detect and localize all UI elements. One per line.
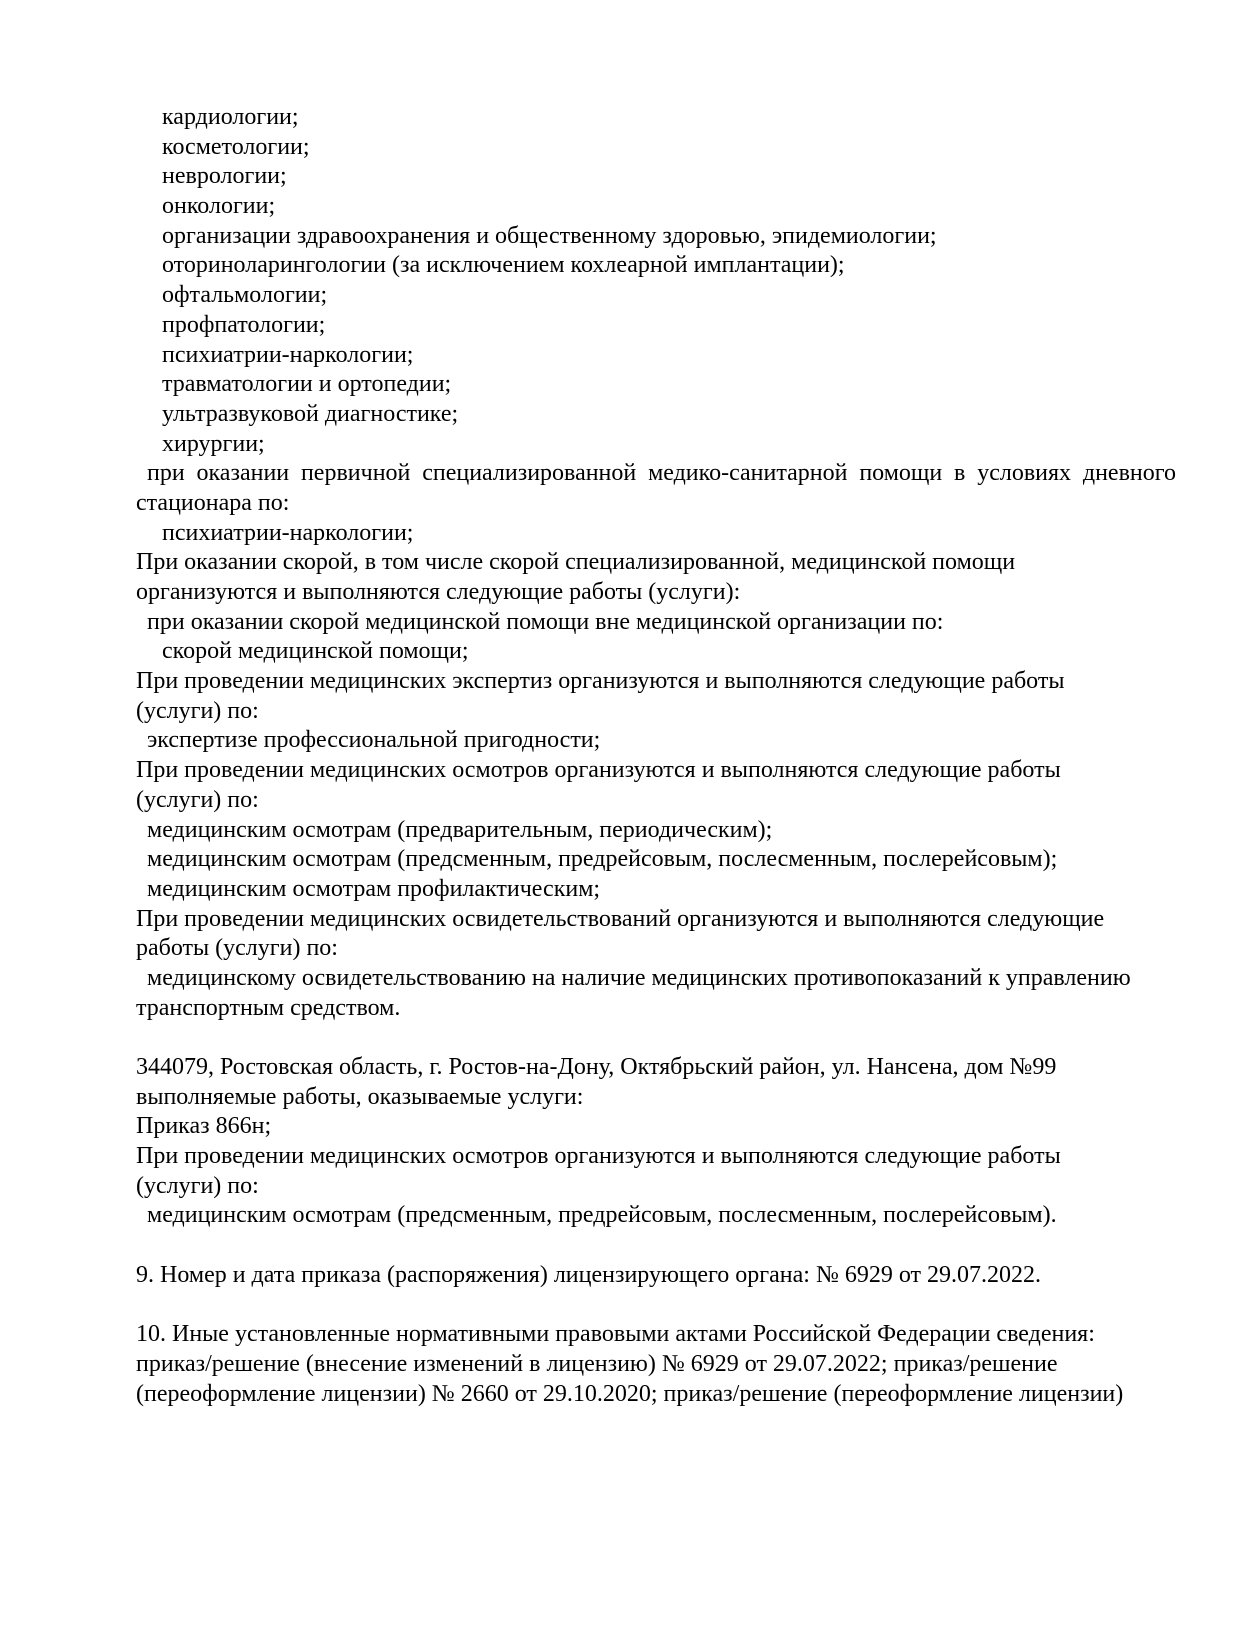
text-line: при оказании первичной специализированной медико-санитарной помощи в условиях дневного <box>147 460 1176 487</box>
text-line: приказ/решение (внесение изменений в лицензию) № 6929 от 29.07.2022; приказ/решение <box>136 1350 1058 1377</box>
text-line: медицинским осмотрам (предсменным, предрейсовым, послесменным, послерейсовым). <box>147 1202 1057 1229</box>
text-line: кардиологии; <box>162 104 299 130</box>
text-line: (услуги) по: <box>136 697 259 724</box>
text-line: при оказании скорой медицинской помощи вне медицинской организации по: <box>147 608 944 635</box>
text-line: (услуги) по: <box>136 786 259 813</box>
text-line: оториноларингологии (за исключением кохлеарной имплантации); <box>162 252 845 279</box>
text-line: (услуги) по: <box>136 1172 259 1199</box>
document-body <box>136 103 1176 1409</box>
text-line: медицинским осмотрам (предсменным, предрейсовым, послесменным, послерейсовым); <box>147 846 1058 873</box>
text-line: транспортным средством. <box>136 994 401 1021</box>
text-line: При оказании скорой, в том числе скорой специализированной, медицинской помощи <box>136 549 1016 576</box>
text-line: скорой медицинской помощи; <box>162 638 469 665</box>
text-line: ультразвуковой диагностике; <box>162 400 459 427</box>
text-line: медицинским осмотрам профилактическим; <box>147 875 601 902</box>
text-line: При проведении медицинских экспертиз организуются и выполняются следующие работы <box>136 668 1065 695</box>
blank-line <box>136 1023 1176 1053</box>
text-line: При проведении медицинских освидетельствований организуются и выполняются следующие <box>136 905 1105 932</box>
text-line: онкологии; <box>162 193 276 220</box>
text-line: травматологии и ортопедии; <box>162 371 452 398</box>
blank-line <box>136 1231 1176 1261</box>
text-line: работы (услуги) по: <box>136 935 338 962</box>
text-line: 344079, Ростовская область, г. Ростов-на-Дону, Октябрьский район, ул. Нансена, дом №99 <box>136 1054 1057 1080</box>
text-line: организуются и выполняются следующие работы (услуги): <box>136 579 741 605</box>
text-line: Приказ 866н; <box>136 1113 272 1140</box>
text-line: выполняемые работы, оказываемые услуги: <box>136 1083 584 1110</box>
blank-line <box>136 1291 1176 1321</box>
text-line: неврологии; <box>162 163 287 190</box>
text-line: 10. Иные установленные нормативными правовыми актами Российской Федерации сведения: <box>136 1321 1095 1348</box>
text-line: 9. Номер и дата приказа (распоряжения) лицензирующего органа: № 6929 от 29.07.2022. <box>136 1261 1042 1288</box>
text-line: хирургии; <box>162 430 265 457</box>
text-line: офтальмологии; <box>162 282 328 309</box>
text-line: психиатрии-наркологии; <box>162 519 414 546</box>
text-line: При проведении медицинских осмотров организуются и выполняются следующие работы <box>136 1143 1061 1170</box>
text-line: профпатологии; <box>162 311 326 338</box>
text-line: экспертизе профессиональной пригодности; <box>147 727 601 754</box>
text-line: психиатрии-наркологии; <box>162 341 414 368</box>
text-line: При проведении медицинских осмотров организуются и выполняются следующие работы <box>136 757 1061 784</box>
text-line: (переоформление лицензии) № 2660 от 29.10.2020; приказ/решение (переоформление лицензии) <box>136 1380 1124 1407</box>
text-line: организации здравоохранения и общественному здоровью, эпидемиологии; <box>162 222 937 249</box>
text-line: косметологии; <box>162 133 310 160</box>
text-line: стационара по: <box>136 489 290 516</box>
text-line: медицинским осмотрам (предварительным, периодическим); <box>147 816 773 843</box>
text-line: медицинскому освидетельствованию на наличие медицинских противопоказаний к управлению <box>147 964 1131 991</box>
